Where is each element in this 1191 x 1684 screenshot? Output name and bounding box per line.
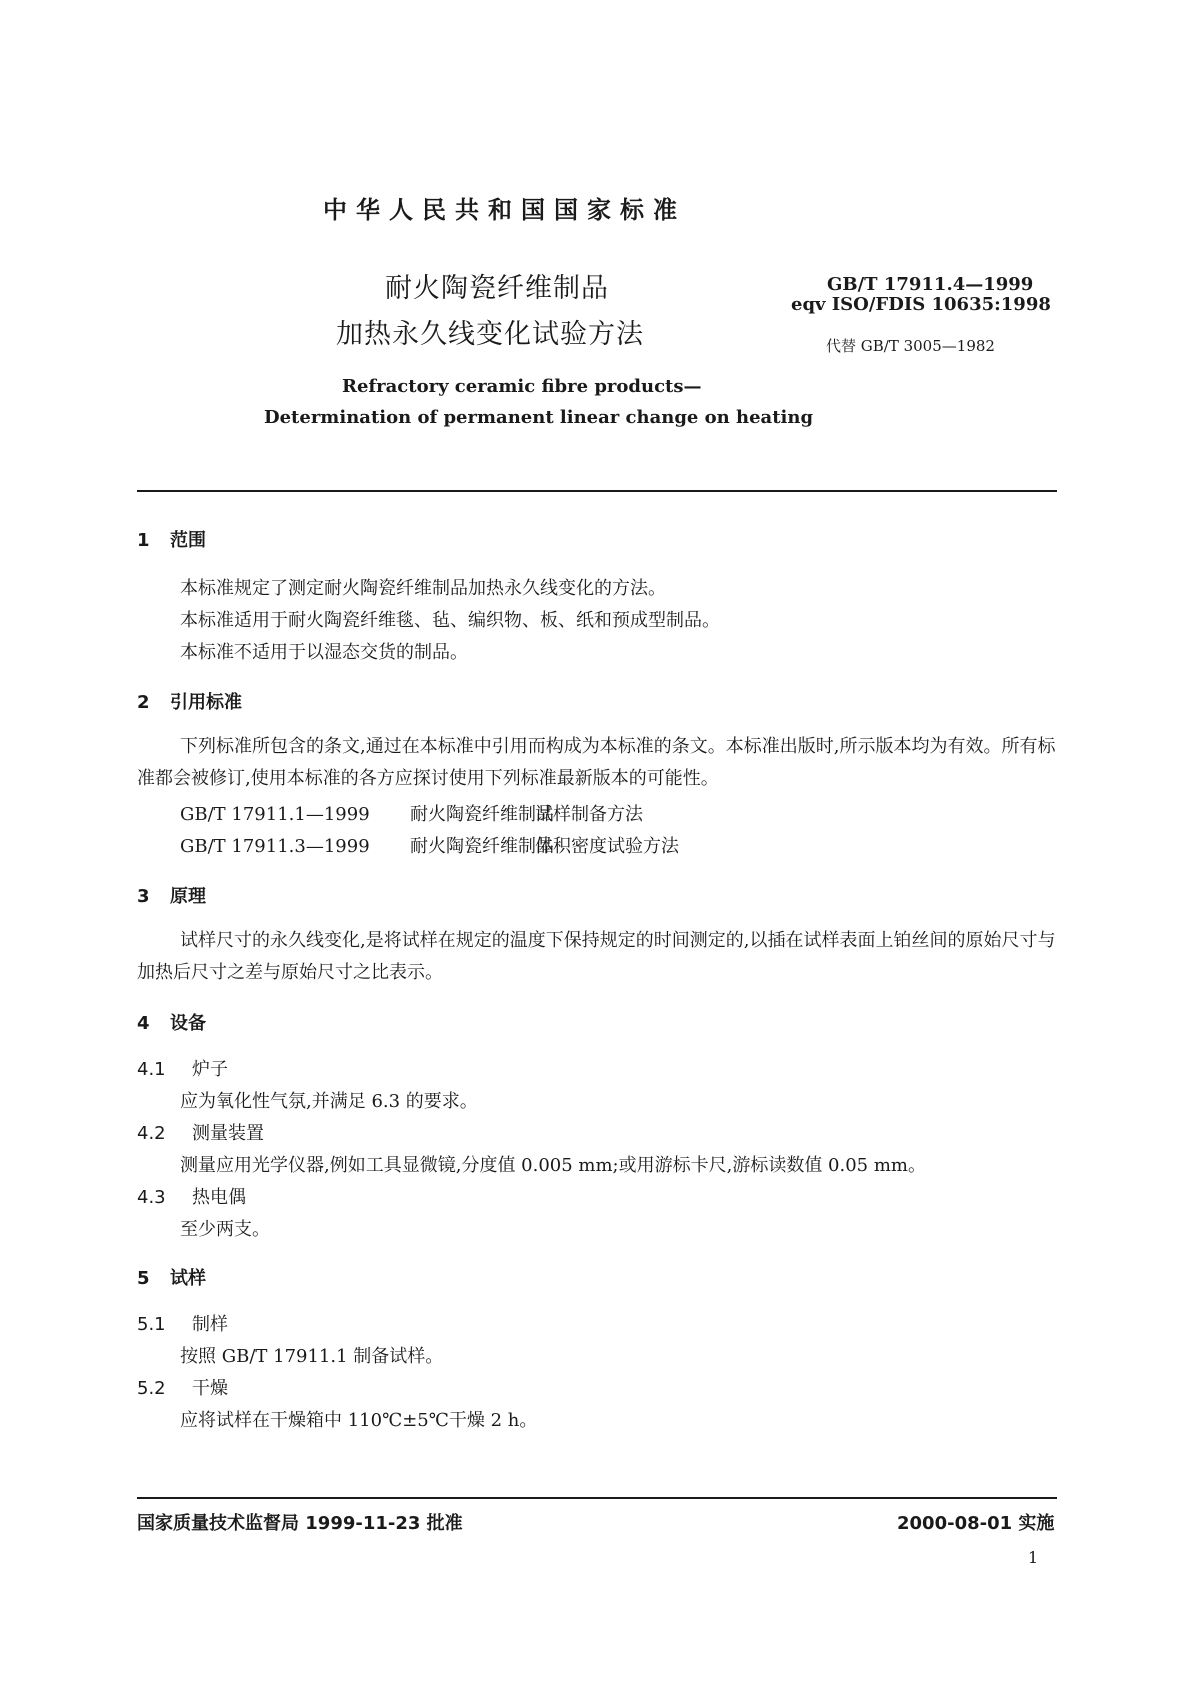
title-en-line1: Refractory ceramic fibre products— <box>342 376 702 397</box>
section-5-heading <box>137 1264 206 1290</box>
section-title: 引用标准 <box>170 692 242 713</box>
reference-code: GB/T 17911.3—1999 <box>180 836 370 857</box>
section-1-heading <box>137 526 206 552</box>
subsection-5-2 <box>137 1374 228 1400</box>
title-cn-line1: 耐火陶瓷纤维制品 <box>385 273 609 304</box>
section-number: 3 <box>137 886 150 907</box>
subsection-4-3 <box>137 1183 246 1209</box>
subsection-title: 制样 <box>192 1314 228 1335</box>
section-title: 原理 <box>170 886 206 907</box>
subsection-number: 4.1 <box>137 1059 166 1080</box>
section-number: 2 <box>137 692 150 713</box>
title-cn-line2: 加热永久线变化试验方法 <box>336 319 644 350</box>
reference-title: 耐火陶瓷纤维制品 <box>410 836 554 857</box>
reference-item <box>180 800 643 826</box>
subsection-4-2 <box>137 1119 264 1145</box>
paragraph: 本标准不适用于以湿态交货的制品。 <box>180 642 468 663</box>
reference-code: GB/T 17911.1—1999 <box>180 804 370 825</box>
reference-subtitle: 体积密度试验方法 <box>535 836 679 857</box>
equivalent-standard: eqv ISO/FDIS 10635:1998 <box>791 294 1051 315</box>
section-title: 试样 <box>170 1268 206 1289</box>
paragraph: 按照 GB/T 17911.1 制备试样。 <box>180 1346 444 1367</box>
paragraph: 试样尺寸的永久线变化,是将试样在规定的温度下保持规定的时间测定的,以插在试样表面上铂丝间的原始尺寸与加热后尺寸之差与原始尺寸之比表示。 <box>137 930 1056 983</box>
section-number: 1 <box>137 530 150 551</box>
reference-item <box>180 832 679 858</box>
subsection-title: 干燥 <box>192 1378 228 1399</box>
paragraph: 至少两支。 <box>180 1219 270 1240</box>
reference-title: 耐火陶瓷纤维制品 <box>410 804 554 825</box>
section-2-heading <box>137 688 242 714</box>
section-title: 设备 <box>170 1013 206 1034</box>
paragraph: 应将试样在干燥箱中 110℃±5℃干燥 2 h。 <box>180 1410 538 1431</box>
reference-subtitle: 试样制备方法 <box>535 804 643 825</box>
section-3-heading <box>137 882 206 908</box>
section-title: 范围 <box>170 530 206 551</box>
header-divider <box>137 490 1057 492</box>
implementation-date: 2000-08-01 实施 <box>897 1513 1055 1534</box>
subsection-4-1 <box>137 1055 228 1081</box>
paragraph: 本标准规定了测定耐火陶瓷纤维制品加热永久线变化的方法。 <box>180 578 666 599</box>
standard-number: GB/T 17911.4—1999 <box>827 274 1034 295</box>
subsection-number: 5.1 <box>137 1314 166 1335</box>
paragraph: 测量应用光学仪器,例如工具显微镜,分度值 0.005 mm;或用游标卡尺,游标读数值 0.05 mm。 <box>180 1155 926 1176</box>
subsection-title: 热电偶 <box>192 1187 246 1208</box>
section-number: 5 <box>137 1268 150 1289</box>
replaces-standard: 代替 GB/T 3005—1982 <box>826 337 995 355</box>
subsection-5-1 <box>137 1310 228 1336</box>
subsection-title: 测量装置 <box>192 1123 264 1144</box>
subsection-number: 4.3 <box>137 1187 166 1208</box>
section-4-heading <box>137 1009 206 1035</box>
paragraph: 应为氧化性气氛,并满足 6.3 的要求。 <box>180 1091 478 1112</box>
approval-info: 国家质量技术监督局 1999-11-23 批准 <box>137 1513 463 1534</box>
page-number: 1 <box>1028 1548 1039 1567</box>
national-standard-title: 中华人民共和国国家标准 <box>323 196 686 224</box>
subsection-title: 炉子 <box>192 1059 228 1080</box>
subsection-number: 4.2 <box>137 1123 166 1144</box>
section-number: 4 <box>137 1013 150 1034</box>
paragraph: 下列标准所包含的条文,通过在本标准中引用而构成为本标准的条文。本标准出版时,所示版本均为有效。所有标准都会被修订,使用本标准的各方应探讨使用下列标准最新版本的可能性。 <box>137 736 1056 789</box>
footer-divider <box>137 1497 1057 1499</box>
subsection-number: 5.2 <box>137 1378 166 1399</box>
title-en-line2: Determination of permanent linear change on heating <box>264 407 814 428</box>
paragraph: 本标准适用于耐火陶瓷纤维毯、毡、编织物、板、纸和预成型制品。 <box>180 610 720 631</box>
